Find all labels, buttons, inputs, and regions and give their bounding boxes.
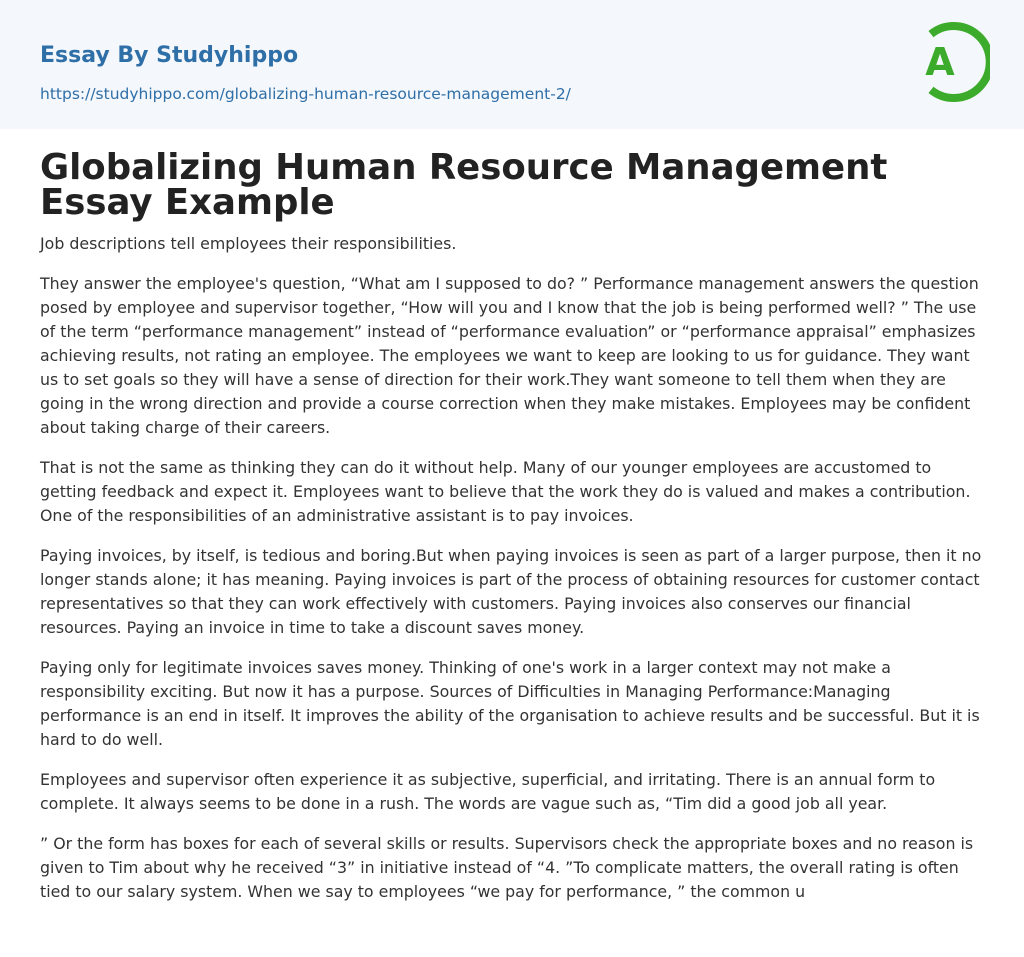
paragraph-4: Paying invoices, by itself, is tedious and boring.But when paying invoices is seen as part of a larger purpose, then it no longer stands alone; it has meaning. Paying invoices is part of the process of obtaining resources for customer contact representatives so that they can work effectively with customers. Paying invoices also conserves our financial resources. Paying an invoice in time to take a discount saves money.	[40, 546, 982, 637]
paragraph-2: They answer the employee's question, “What am I supposed to do? ” Performance management answers the question posed by employee and supervisor together, “How will you and I know that the job is being performed well? ” The use of the term “performance management” instead of “performance evaluation” or “performance appraisal” emphasizes achieving results, not rating an employee. The employees we want to keep are looking to us for guidance. They want us to set goals so they will have a sense of direction for their work.They want someone to tell them when they are going in the wrong direction and provide a course correction when they make mistakes. Employees may be confident about taking charge of their careers.	[40, 274, 979, 437]
paragraph-5: Paying only for legitimate invoices saves money. Thinking of one's work in a larger context may not make a responsibility exciting. But now it has a purpose. Sources of Difficulties in Managing Performance:Managing performance is an end in itself. It improves the ability of the organisation to achieve results and be successful. But it is hard to do well.	[40, 658, 980, 749]
site-title: Essay By Studyhippo	[40, 43, 299, 68]
paragraph-3: That is not the same as thinking they can do it without help. Many of our younger employees are accustomed to getting feedback and expect it. Employees want to believe that the work they do is valued and makes a contribution. One of the responsibilities of an administrative assistant is to pay invoices.	[40, 458, 971, 525]
page-title: Globalizing Human Resource Management Essay Example	[40, 147, 888, 223]
paragraph-7: ” Or the form has boxes for each of several skills or results. Supervisors check the appropriate boxes and no reason is given to Tim about why he received “3” in initiative instead of “4. ”To complicate matters, the overall rating is often tied to our salary system. When we say to employees “we pay for performance, ” the common u	[40, 834, 974, 901]
article-body	[40, 232, 984, 904]
studyhippo-logo-icon[interactable]	[910, 17, 990, 107]
site-header	[0, 0, 1024, 129]
paragraph-1: Job descriptions tell employees their responsibilities.	[40, 234, 457, 253]
paragraph-6: Employees and supervisor often experience it as subjective, superficial, and irritating. There is an annual form to complete. It always seems to be done in a rush. The words are vague such as, “Tim did a good job all year.	[40, 770, 936, 813]
essay-url-link[interactable]: https://studyhippo.com/globalizing-human-resource-management-2/	[40, 85, 571, 103]
logo-letter: A	[925, 40, 955, 84]
